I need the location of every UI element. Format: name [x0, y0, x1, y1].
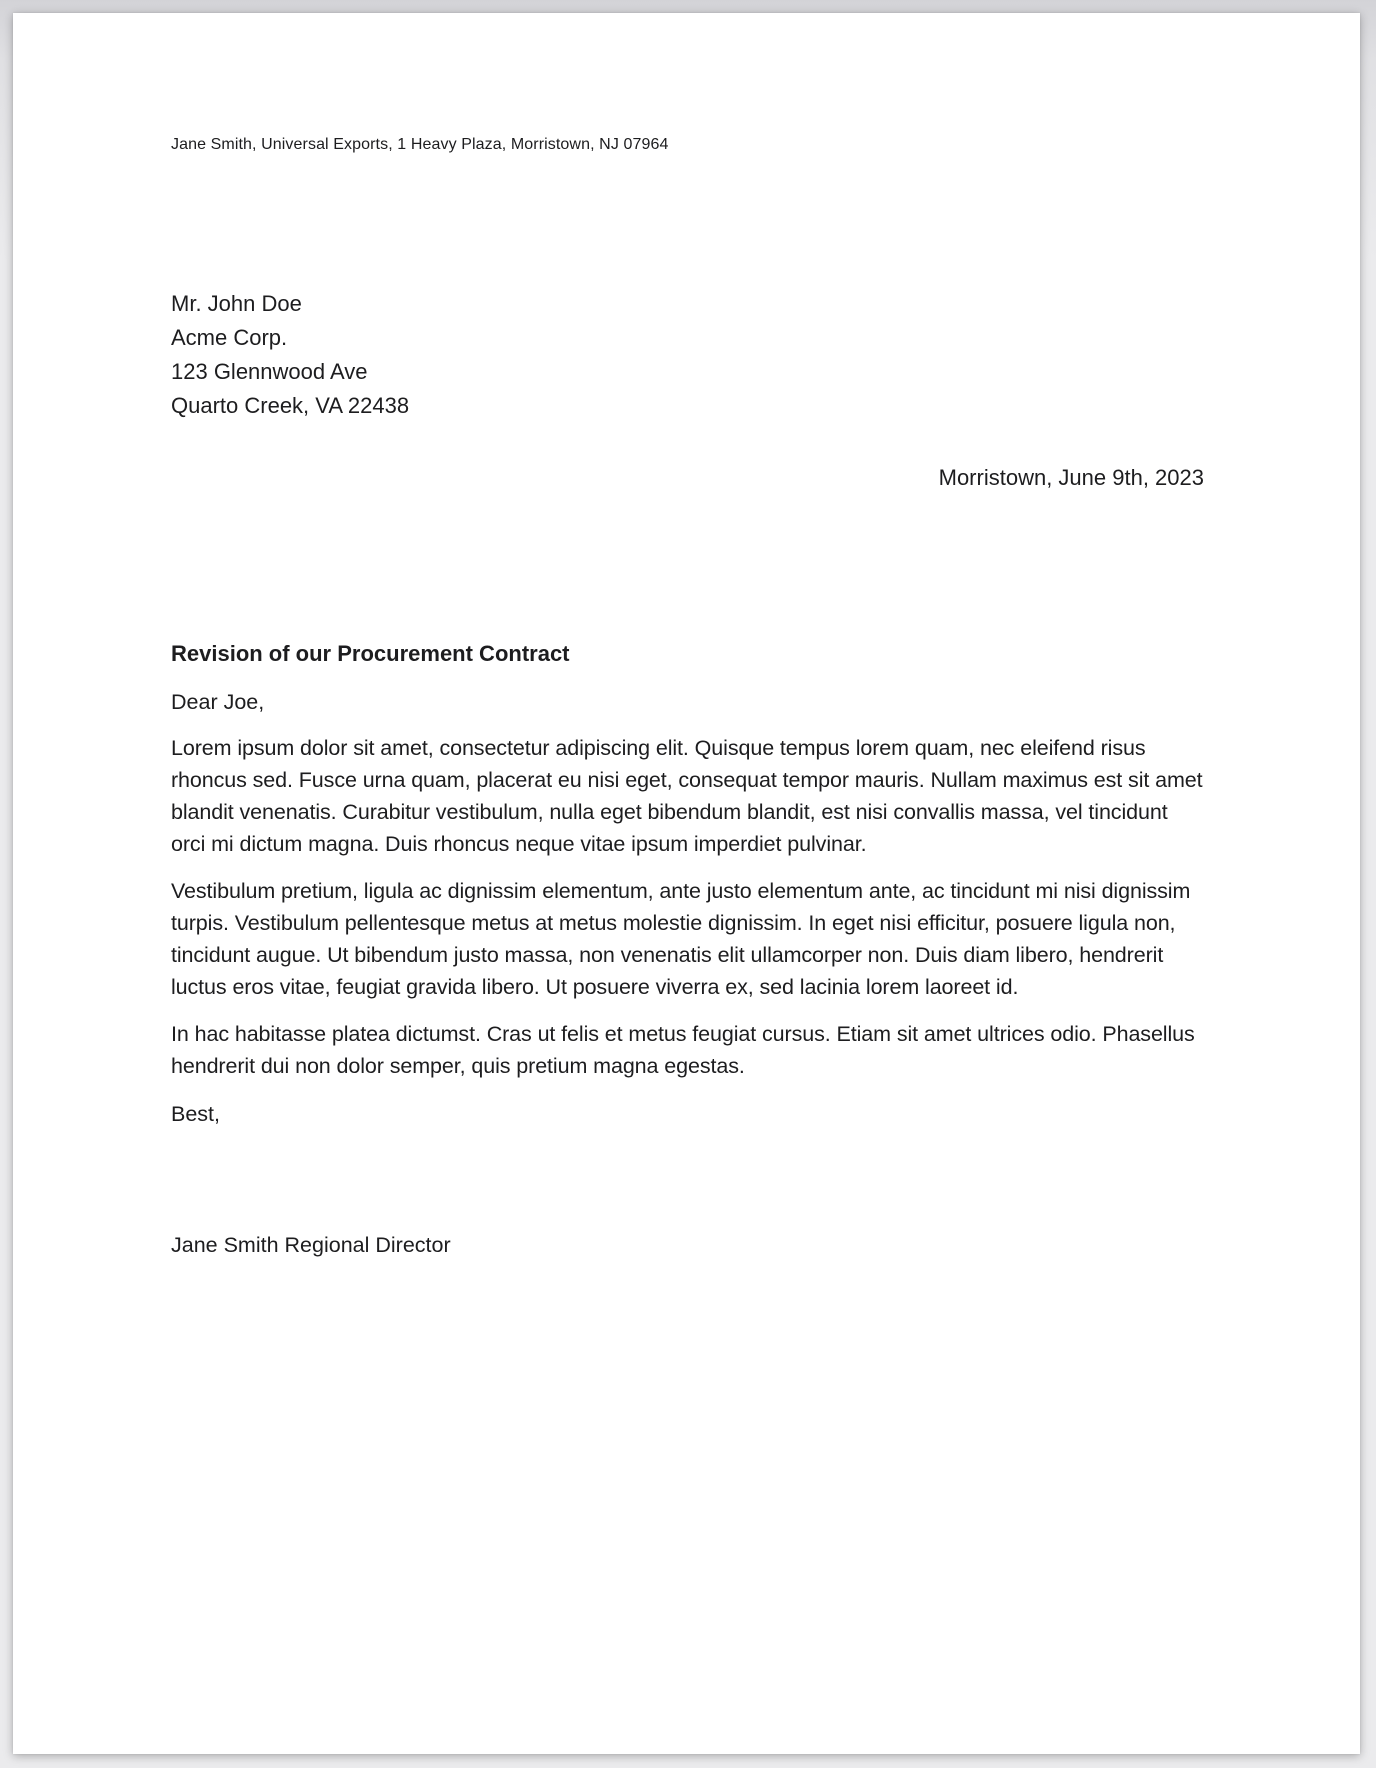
body-paragraph-3: In hac habitasse platea dictumst. Cras ut felis et metus feugiat cursus. Etiam sit amet ultrices odio. Phasellus hendrerit dui non dolor semper, quis pretium magna egestas. [171, 1022, 1195, 1078]
subject-line: Revision of our Procurement Contract [171, 641, 570, 666]
body-paragraph-1: Lorem ipsum dolor sit amet, consectetur adipiscing elit. Quisque tempus lorem quam, nec eleifend risus rhoncus sed. Fusce urna quam, placerat eu nisi eget, consequat tempor mauris. Nullam maximus est sit amet blandit venenatis. Curabitur vestibulum, nulla eget bibendum blandit, est nisi convallis massa, vel tincidunt orci mi dictum magna. Duis rhoncus neque vitae ipsum imperdiet pulvinar. [171, 736, 1203, 856]
salutation: Dear Joe, [171, 690, 265, 714]
signature-line: Jane Smith Regional Director [171, 1233, 451, 1257]
recipient-city: Quarto Creek, VA 22438 [171, 393, 410, 418]
recipient-company: Acme Corp. [171, 325, 288, 350]
body-paragraph-2: Vestibulum pretium, ligula ac dignissim elementum, ante justo elementum ante, ac tincidunt mi nisi dignissim turpis. Vestibulum pellentesque metus at metus molestie dignissim. In eget nisi efficitur, posuere ligula non, tincidunt augue. Ut bibendum justo massa, non venenatis elit ullamcorper non. Duis diam libero, hendrerit luctus eros vitae, feugiat gravida libero. Ut posuere viverra ex, sed lacinia lorem laoreet id. [171, 879, 1191, 999]
recipient-street: 123 Glennwood Ave [171, 359, 368, 384]
sender-line: Jane Smith, Universal Exports, 1 Heavy Plaza, Morristown, NJ 07964 [171, 136, 669, 153]
date-line: Morristown, June 9th, 2023 [938, 465, 1204, 490]
closing: Best, [171, 1102, 220, 1126]
letter-page [13, 13, 1360, 1754]
recipient-name: Mr. John Doe [171, 291, 302, 316]
recipient-address [171, 287, 1204, 423]
